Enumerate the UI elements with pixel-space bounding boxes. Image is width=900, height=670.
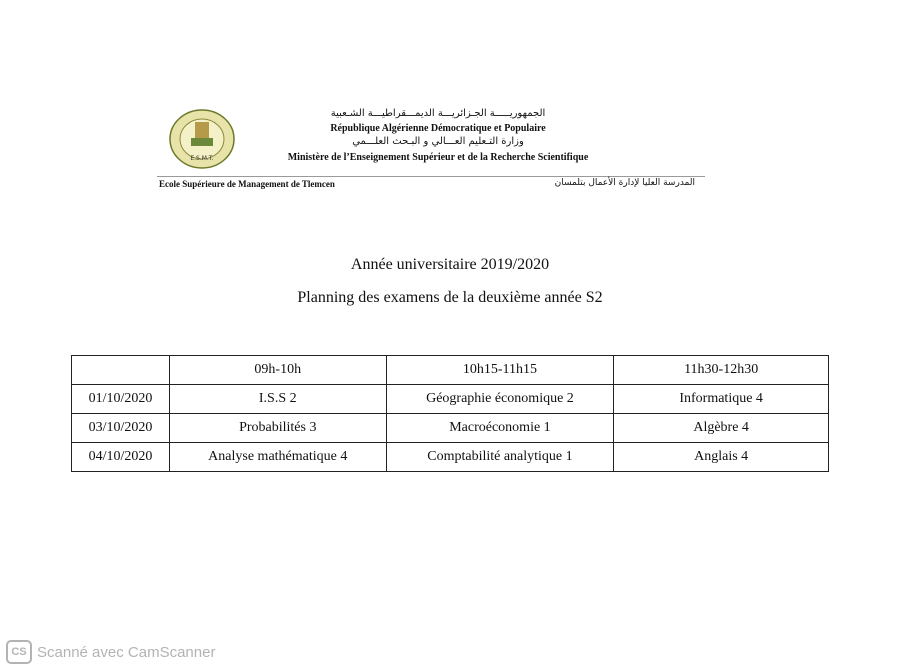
logo-acronym: E.S.M.T. — [190, 155, 214, 162]
table-row — [72, 385, 829, 414]
header-french-ministry: Ministère de l’Enseignement Supérieur et de la Recherche Scientifique — [287, 152, 589, 163]
table-row — [72, 414, 829, 443]
table-header-row — [72, 356, 829, 385]
table-cell: I.S.S 2 — [169, 385, 386, 414]
table-header-cell: 11h30-12h30 — [614, 356, 829, 385]
table-cell: Algèbre 4 — [614, 414, 829, 443]
table-cell: Anglais 4 — [614, 443, 829, 472]
date-cell: 04/10/2020 — [72, 443, 170, 472]
table-cell: Analyse mathématique 4 — [169, 443, 386, 472]
camscanner-icon: CS — [6, 640, 32, 664]
table-cell: Macroéconomie 1 — [386, 414, 614, 443]
table-cell: Géographie économique 2 — [386, 385, 614, 414]
table-header-cell: 09h-10h — [169, 356, 386, 385]
table-cell: Comptabilité analytique 1 — [386, 443, 614, 472]
academic-year-title: Année universitaire 2019/2020 — [350, 256, 550, 273]
header-divider — [157, 176, 705, 177]
scanner-watermark-text: Scanné avec CamScanner — [37, 643, 216, 661]
date-cell: 01/10/2020 — [72, 385, 170, 414]
school-logo — [168, 108, 236, 170]
table-row — [72, 443, 829, 472]
table-header-cell — [72, 356, 170, 385]
school-name-french: Ecole Supérieure de Management de Tlemcen — [159, 179, 335, 189]
school-name-arabic: المدرسة العليا لإدارة الأعمال بتلمسان — [554, 178, 695, 188]
table-cell: Informatique 4 — [614, 385, 829, 414]
date-cell: 03/10/2020 — [72, 414, 170, 443]
table-header-cell: 10h15-11h15 — [386, 356, 614, 385]
header-french-republic: République Algérienne Démocratique et Populaire — [330, 123, 546, 134]
exam-planning-title: Planning des examens de la deuxième année S2 — [297, 289, 603, 306]
header-arabic-republic: الجمهوريـــــة الجـزائريـــة الديمـــقراطيـــة الشـعبية — [330, 108, 546, 119]
scanner-watermark — [6, 640, 215, 664]
table-cell: Probabilités 3 — [169, 414, 386, 443]
exam-schedule-table — [71, 355, 829, 472]
header-arabic-ministry: وزارة التـعليم العـــالي و البـحث العلـــمي — [352, 136, 524, 147]
